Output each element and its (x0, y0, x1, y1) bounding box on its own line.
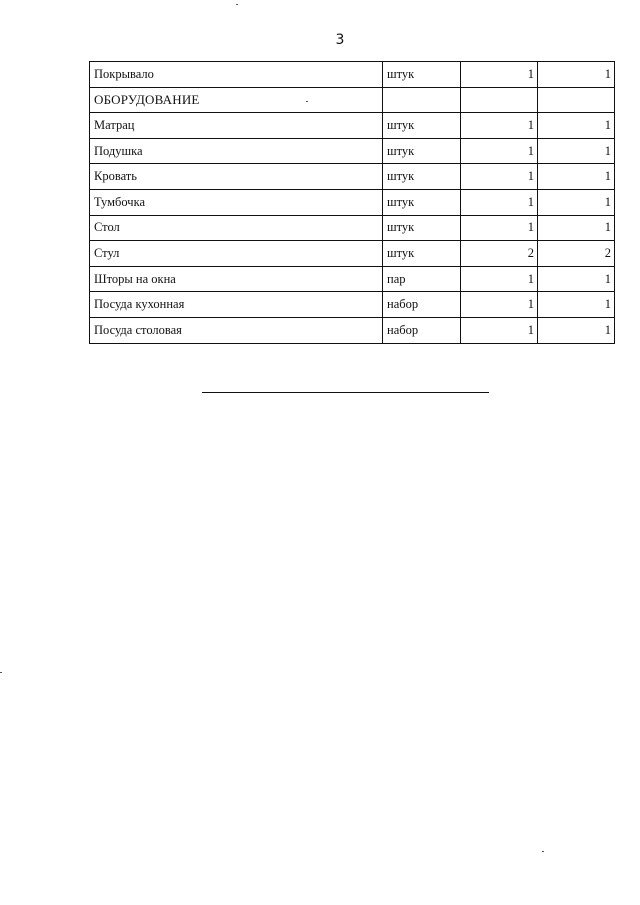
item-qty-1: 1 (461, 292, 538, 318)
scan-speck (306, 101, 308, 102)
item-unit: штук (383, 164, 461, 190)
table-row (90, 113, 615, 139)
item-qty-1: 1 (461, 164, 538, 190)
item-unit: пар (383, 266, 461, 292)
item-name: Покрывало (90, 62, 383, 88)
scan-speck (236, 4, 238, 5)
item-qty-2: 1 (538, 189, 615, 215)
item-unit: штук (383, 189, 461, 215)
item-qty-2: 1 (538, 62, 615, 88)
item-qty-1: 1 (461, 189, 538, 215)
item-unit: набор (383, 292, 461, 318)
item-name: Посуда столовая (90, 317, 383, 343)
item-name: Подушка (90, 138, 383, 164)
item-qty-2: 1 (538, 292, 615, 318)
item-name: Стул (90, 241, 383, 267)
end-of-document-rule (202, 392, 489, 393)
item-unit: штук (383, 215, 461, 241)
item-qty-2: 2 (538, 241, 615, 267)
table-row (90, 164, 615, 190)
item-qty-2: 1 (538, 266, 615, 292)
scan-speck (542, 851, 544, 852)
item-qty-1: 1 (461, 62, 538, 88)
item-qty-1: 1 (461, 317, 538, 343)
item-unit: штук (383, 241, 461, 267)
item-qty-2: 1 (538, 215, 615, 241)
scan-speck (0, 672, 2, 673)
item-name: Стол (90, 215, 383, 241)
table-row (90, 138, 615, 164)
item-unit: набор (383, 317, 461, 343)
item-qty-1 (461, 87, 538, 113)
table-row (90, 241, 615, 267)
table-row (90, 189, 615, 215)
table-row (90, 62, 615, 88)
item-qty-1: 2 (461, 241, 538, 267)
item-qty-2: 1 (538, 138, 615, 164)
item-name: Шторы на окна (90, 266, 383, 292)
item-unit: штук (383, 138, 461, 164)
item-name: Тумбочка (90, 189, 383, 215)
section-title: ОБОРУДОВАНИЕ (90, 87, 383, 113)
item-qty-1: 1 (461, 215, 538, 241)
item-unit (383, 87, 461, 113)
table-row (90, 317, 615, 343)
table-row (90, 215, 615, 241)
item-qty-2 (538, 87, 615, 113)
item-qty-2: 1 (538, 317, 615, 343)
item-qty-2: 1 (538, 113, 615, 139)
item-name: Посуда кухонная (90, 292, 383, 318)
item-name: Матрац (90, 113, 383, 139)
item-qty-1: 1 (461, 266, 538, 292)
item-qty-1: 1 (461, 113, 538, 139)
table-row (90, 292, 615, 318)
section-row (90, 87, 615, 113)
page-number: 3 (335, 32, 345, 48)
table-row (90, 266, 615, 292)
item-name: Кровать (90, 164, 383, 190)
items-table (89, 61, 615, 344)
item-unit: штук (383, 62, 461, 88)
item-qty-1: 1 (461, 138, 538, 164)
item-qty-2: 1 (538, 164, 615, 190)
item-unit: штук (383, 113, 461, 139)
